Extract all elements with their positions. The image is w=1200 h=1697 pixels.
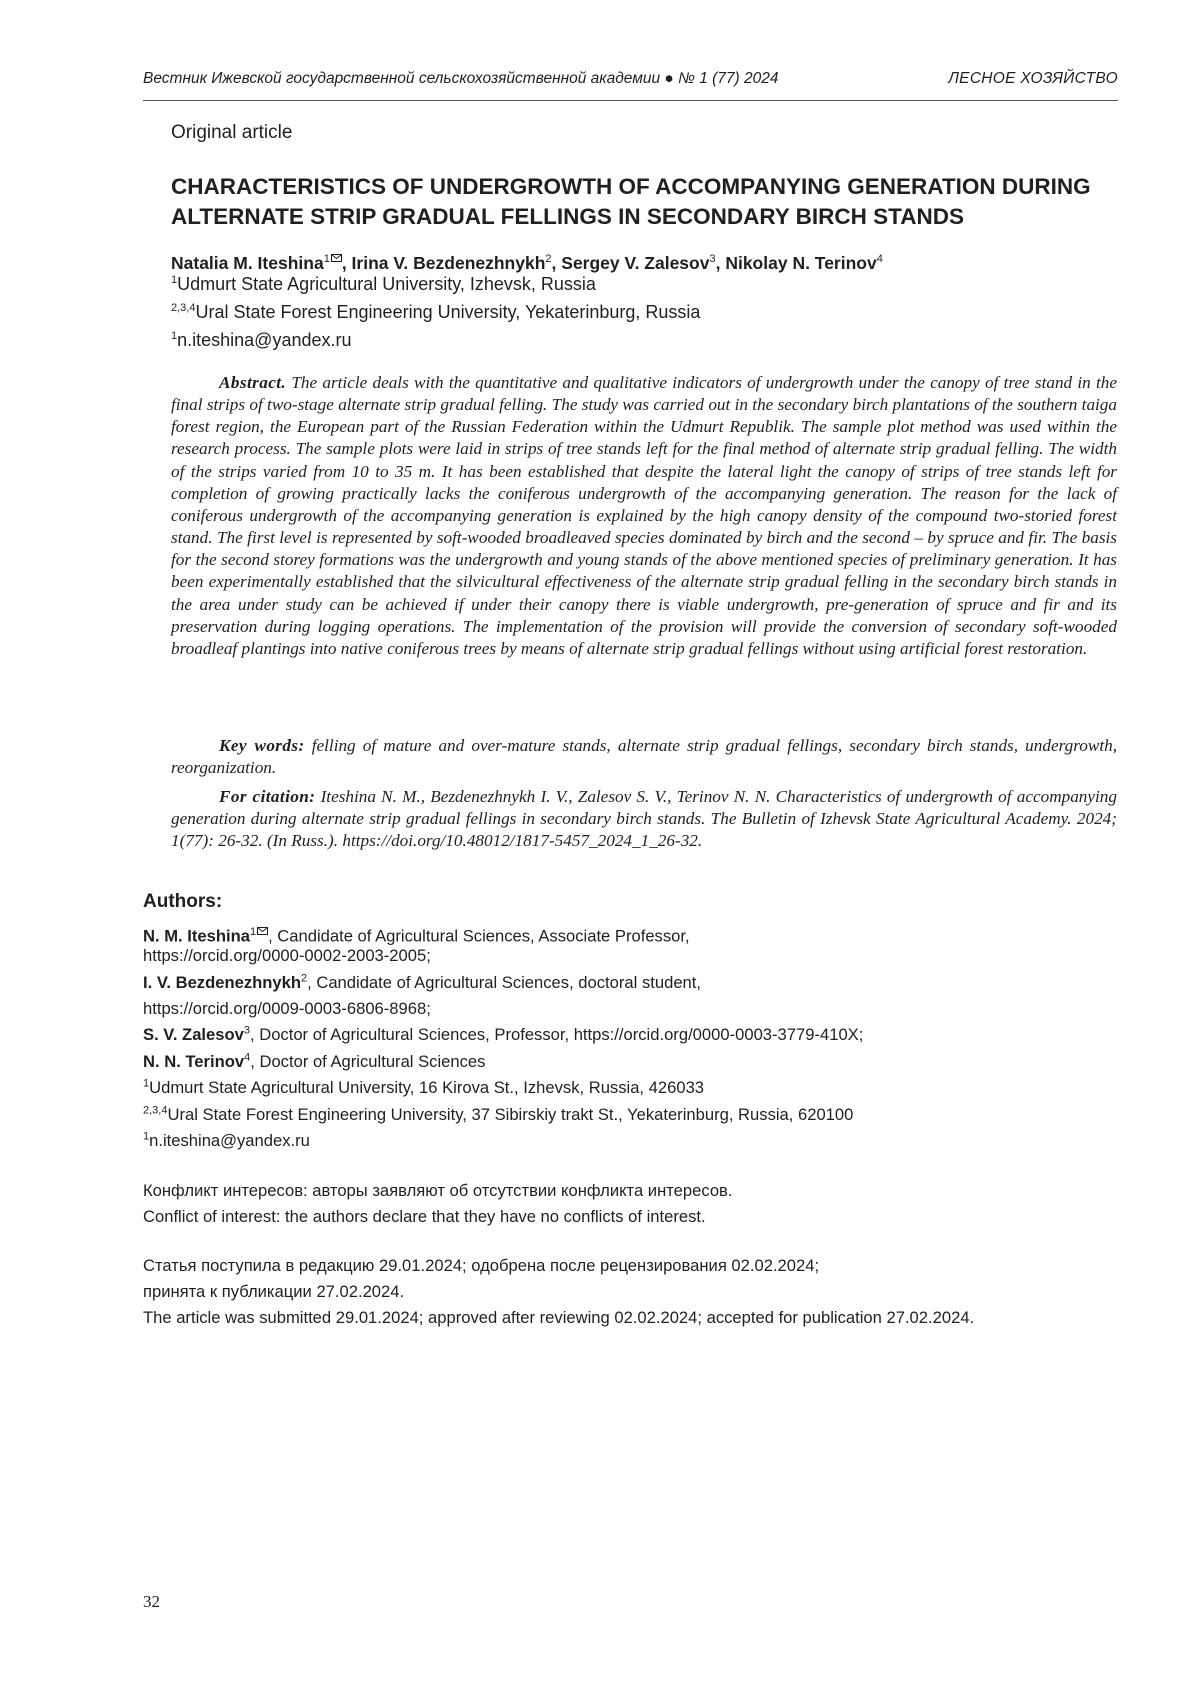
keywords-label: Key words: <box>219 736 305 755</box>
conflict-of-interest-ru: Конфликт интересов: авторы заявляют об отсутствии конфликта интересов. <box>143 1181 733 1200</box>
affiliation-full: $^{2,3,4}$Ural State Forest Engineering University, 37 Sibirskiy trakt St., Yekaterinburg, Russia, 620100 <box>143 1104 854 1124</box>
author-orcid[interactable]: https://orcid.org/0009-0003-6806-8968; <box>143 999 431 1018</box>
running-header <box>143 70 1118 101</box>
author-info: I. V. Bezdenezhnykh$^2$, Candidate of Agricultural Sciences, doctoral student, <box>143 972 701 992</box>
citation-label: For citation: <box>219 787 316 806</box>
envelope-icon <box>331 246 342 267</box>
author-sup: 3 <box>709 253 716 265</box>
abstract <box>171 372 1117 660</box>
citation <box>171 786 1117 852</box>
author-name: Nikolay N. Terinov <box>725 252 877 273</box>
author-sup: 2 <box>545 253 552 265</box>
author-sup: 1 <box>323 253 330 265</box>
journal-name: Вестник Ижевской государственной сельскохозяйственной академии ● № 1 (77) 2024 <box>143 70 779 87</box>
authors-heading: Authors: <box>143 891 223 912</box>
citation-text: Iteshina N. M., Bezdenezhnykh I. V., Zalesov S. V., Terinov N. N. Characteristics of undergrowth of accompanying generation during alternate strip gradual fellings in secondary birch stands. The Bulletin of Izhevsk State Agricultural Academy. 2024; 1(77): 26-32. (In Russ.). https://doi.org/10.48012/1817-5457_2024_1_26-32. <box>171 787 1117 851</box>
author-info: S. V. Zalesov$^3$, Doctor of Agricultural Sciences, Professor, https://orcid.org/0000-0003-3779-410X; <box>143 1024 864 1044</box>
article-dates-ru: принята к публикации 27.02.2024. <box>143 1282 405 1301</box>
section-name: ЛЕСНОЕ ХОЗЯЙСТВО <box>948 70 1118 87</box>
author-name: Irina V. Bezdenezhnykh <box>351 252 546 273</box>
article-type: Original article <box>171 122 293 143</box>
author-name: Natalia M. Iteshina <box>171 252 324 273</box>
author-orcid[interactable]: https://orcid.org/0000-0002-2003-2005; <box>143 946 431 965</box>
envelope-icon <box>257 920 268 940</box>
keywords <box>171 735 1117 779</box>
article-dates-ru: Статья поступила в редакцию 29.01.2024; одобрена после рецензирования 02.02.2024; <box>143 1256 820 1275</box>
author-info: N. N. Terinov$^4$, Doctor of Agricultural Sciences <box>143 1051 486 1071</box>
article-dates-en: The article was submitted 29.01.2024; approved after reviewing 02.02.2024; accepted for publication 27.02.2024. <box>143 1308 975 1327</box>
author-sup: 4 <box>876 253 883 265</box>
affiliation: $^1$Udmurt State Agricultural University, Izhevsk, Russia <box>171 274 596 294</box>
page-number: 32 <box>143 1592 160 1611</box>
author-list: Natalia M. Iteshina$^1$ , Irina V. Bezdenezhnykh$^2$, Sergey V. Zalesov$^3$, Nikolay N. Terinov$^4$ <box>171 246 883 274</box>
article-title: CHARACTERISTICS OF UNDERGROWTH OF ACCOMPANYING GENERATION DURING ALTERNATE STRIP GRADUAL FELLINGS IN SECONDARY BIRCH STANDS <box>171 174 1091 229</box>
conflict-of-interest-en: Conflict of interest: the authors declare that they have no conflicts of interest. <box>143 1207 706 1226</box>
keywords-text: felling of mature and over-mature stands, alternate strip gradual fellings, secondary birch stands, undergrowth, reorganization. <box>171 736 1117 778</box>
affiliation-full: $^1$Udmurt State Agricultural University, 16 Kirova St., Izhevsk, Russia, 426033 <box>143 1077 705 1097</box>
author-name: Sergey V. Zalesov <box>561 252 710 273</box>
author-email: $^1$n.iteshina@yandex.ru <box>143 1130 310 1150</box>
author-email: $^1$n.iteshina@yandex.ru <box>171 330 352 350</box>
author-info: N. M. Iteshina$^1$ , Candidate of Agricultural Sciences, Associate Professor, <box>143 920 690 947</box>
abstract-text: The article deals with the quantitative and qualitative indicators of undergrowth under the canopy of tree stand in the final strips of two-stage alternate strip gradual felling. The study was carried out in the secondary birch plantations of the southern taiga forest region, the European part of the Russian Federation within the Udmurt Republik. The sample plot method was used within the research process. The sample plots were laid in strips of tree stands left for the final method of alternate strip gradual felling. The width of the strips varied from 10 to 35 m. It has been established that despite the lateral light the canopy of strips of tree stands left for completion of growing practically lacks the coniferous undergrowth of the accompanying generation. The reason for the lack of coniferous undergrowth of the accompanying generation is explained by the high canopy density of the compound two-storied forest stand. The first level is represented by soft-wooded broadleaved species dominated by birch and the second – by spruce and fir. The basis for the second storey formations was the undergrowth and young stands of the above mentioned species of preliminary generation. It has been experimentally established that the silvicultural effectiveness of the alternate strip gradual felling in the secondary birch stands in the area under study can be achieved if under their canopy there is viable undergrowth, pre-generation of spruce and fir and its preservation during logging operations. The implementation of the provision will provide the conversion of secondary soft-wooded broadleaf plantings into native coniferous trees by means of alternate strip gradual fellings without using artificial forest restoration. <box>171 373 1117 658</box>
affiliation: $^{2,3,4}$Ural State Forest Engineering University, Yekaterinburg, Russia <box>171 302 701 322</box>
abstract-label: Abstract. <box>219 373 287 392</box>
